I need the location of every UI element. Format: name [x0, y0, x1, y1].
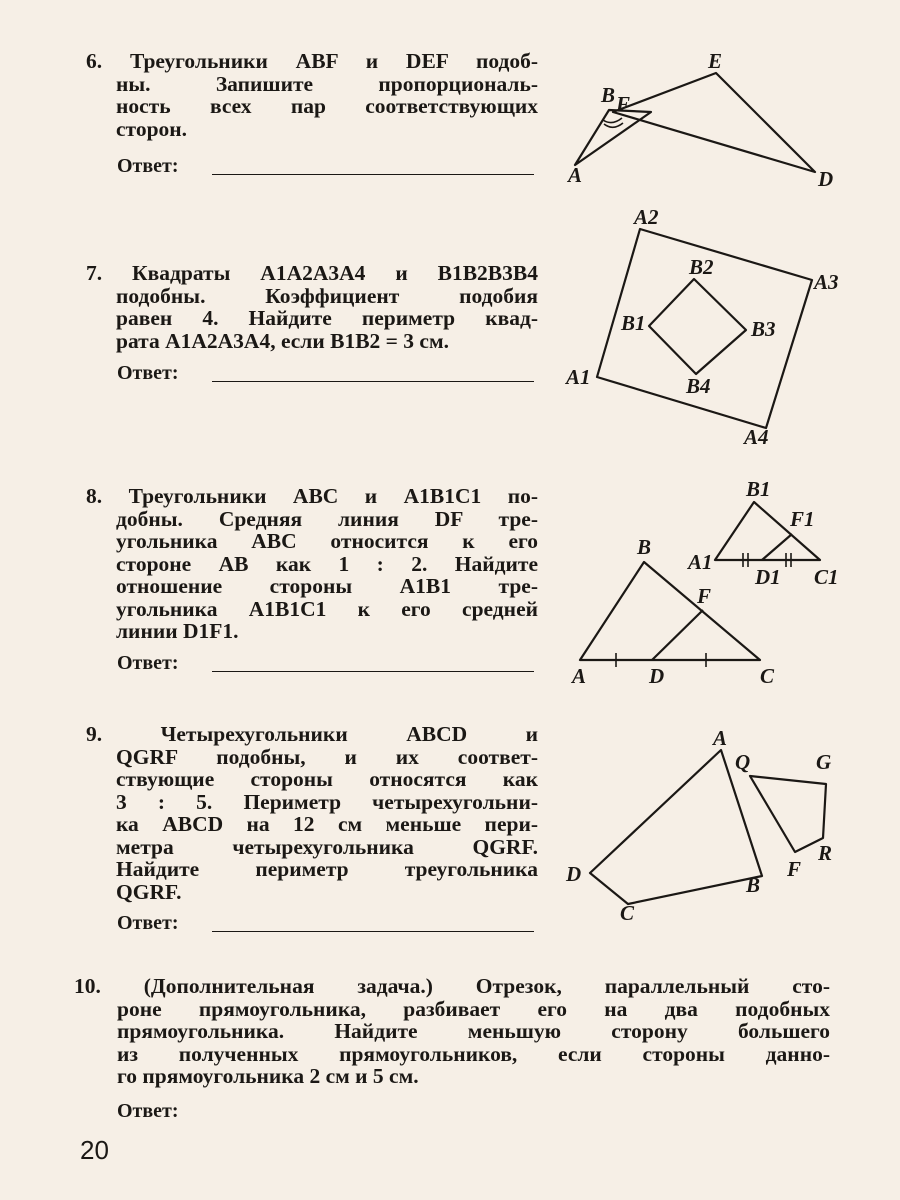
- triangle-abf: [575, 110, 651, 165]
- label-b4: B4: [686, 374, 711, 398]
- task-line: угольника A1B1C1 к его средней: [116, 596, 538, 621]
- label-a1: A1: [566, 365, 591, 389]
- label-c1: C1: [814, 565, 839, 589]
- task-line: ствующие стороны относятся как: [116, 767, 538, 791]
- label-a: A: [572, 664, 587, 688]
- label-c: C: [620, 901, 635, 925]
- midline-df: [652, 610, 703, 660]
- task-line: отношение стороны A1B1 тре-: [116, 574, 538, 598]
- task-line: метра четырехугольника QGRF.: [116, 834, 538, 859]
- answer-label: Ответ:: [117, 362, 179, 384]
- label-a3: A3: [814, 270, 839, 294]
- label-g: G: [816, 750, 832, 774]
- label-f: F: [697, 584, 712, 608]
- label-a2: A2: [634, 205, 659, 229]
- label-b3: B3: [751, 317, 776, 341]
- task-line: 6. Треугольники ABF и DEF подоб-: [86, 49, 538, 73]
- task-line: 3 : 5. Периметр четырехугольни-: [116, 789, 538, 814]
- task-line: угольника ABC относится к его: [116, 529, 538, 553]
- label-f1: F1: [790, 507, 815, 531]
- task-line: рата A1A2A3A4, если B1B2 = 3 см.: [116, 328, 449, 353]
- label-a: A: [713, 726, 728, 750]
- label-d: D: [649, 664, 665, 688]
- task-line: 7. Квадраты A1A2A3A4 и B1B2B3B4: [86, 261, 538, 285]
- task-line: стороне AB как 1 : 2. Найдите: [116, 551, 538, 576]
- label-c: C: [760, 664, 775, 688]
- label-a1: A1: [688, 550, 713, 574]
- midline-d1f1: [762, 534, 792, 560]
- task-line: QGRF подобны, и их соответ-: [116, 744, 538, 769]
- figure-labels: [564, 49, 839, 925]
- task-line: равен 4. Найдите периметр квад-: [116, 306, 538, 330]
- label-r: R: [818, 841, 833, 865]
- label-d: D: [818, 167, 834, 191]
- label-e: E: [708, 49, 723, 73]
- task-line: линии D1F1.: [116, 619, 239, 643]
- label-b: B: [601, 83, 616, 107]
- answer-label: Ответ:: [117, 1100, 179, 1122]
- task-line: 9. Четырехугольники ABCD и: [86, 722, 538, 746]
- quad-qgrf: [750, 776, 826, 852]
- triangle-abc: [580, 562, 760, 660]
- task-line: роне прямоугольника, разбивает его на два подобных: [117, 996, 830, 1021]
- label-f: F: [616, 92, 631, 116]
- task-line: го прямоугольника 2 см и 5 см.: [117, 1064, 419, 1088]
- square-b: [649, 279, 746, 374]
- task-line: ка ABCD на 12 см меньше пери-: [116, 812, 538, 836]
- label-b2: B2: [689, 255, 714, 279]
- task-line: 10. (Дополнительная задача.) Отрезок, параллельный сто-: [74, 974, 830, 998]
- task-line: прямоугольника. Найдите меньшую сторону большего: [117, 1019, 830, 1043]
- task-line: подобны. Коэффициент подобия: [116, 283, 538, 308]
- label-f: F: [787, 857, 802, 881]
- task-line: из полученных прямоугольников, если стороны данно-: [117, 1041, 830, 1066]
- label-b1: B1: [621, 311, 646, 335]
- angle-mark: [603, 118, 622, 123]
- task-line: ны. Запишите пропорциональ-: [116, 71, 538, 96]
- task-line: QGRF.: [116, 879, 182, 904]
- label-b1: B1: [746, 477, 771, 501]
- task-line: Найдите периметр треугольника: [116, 857, 538, 881]
- task-line: добны. Средняя линия DF тре-: [116, 506, 538, 531]
- label-b: B: [637, 535, 652, 559]
- task-line: ность всех пар соответствующих: [116, 94, 538, 118]
- answer-label: Ответ:: [117, 912, 179, 934]
- label-a4: A4: [744, 425, 769, 449]
- label-a: A: [568, 163, 583, 187]
- answer-label: Ответ:: [117, 155, 179, 177]
- page-number: 20: [80, 1135, 109, 1165]
- angle-mark: [604, 123, 623, 127]
- triangle-def: [613, 73, 815, 172]
- label-d: D: [566, 862, 582, 886]
- label-q: Q: [735, 750, 751, 774]
- task-line: сторон.: [116, 116, 188, 141]
- answer-label: Ответ:: [117, 652, 179, 674]
- task-line: 8. Треугольники ABC и A1B1C1 по-: [86, 484, 538, 508]
- label-d1: D1: [755, 565, 781, 589]
- label-b: B: [746, 873, 761, 897]
